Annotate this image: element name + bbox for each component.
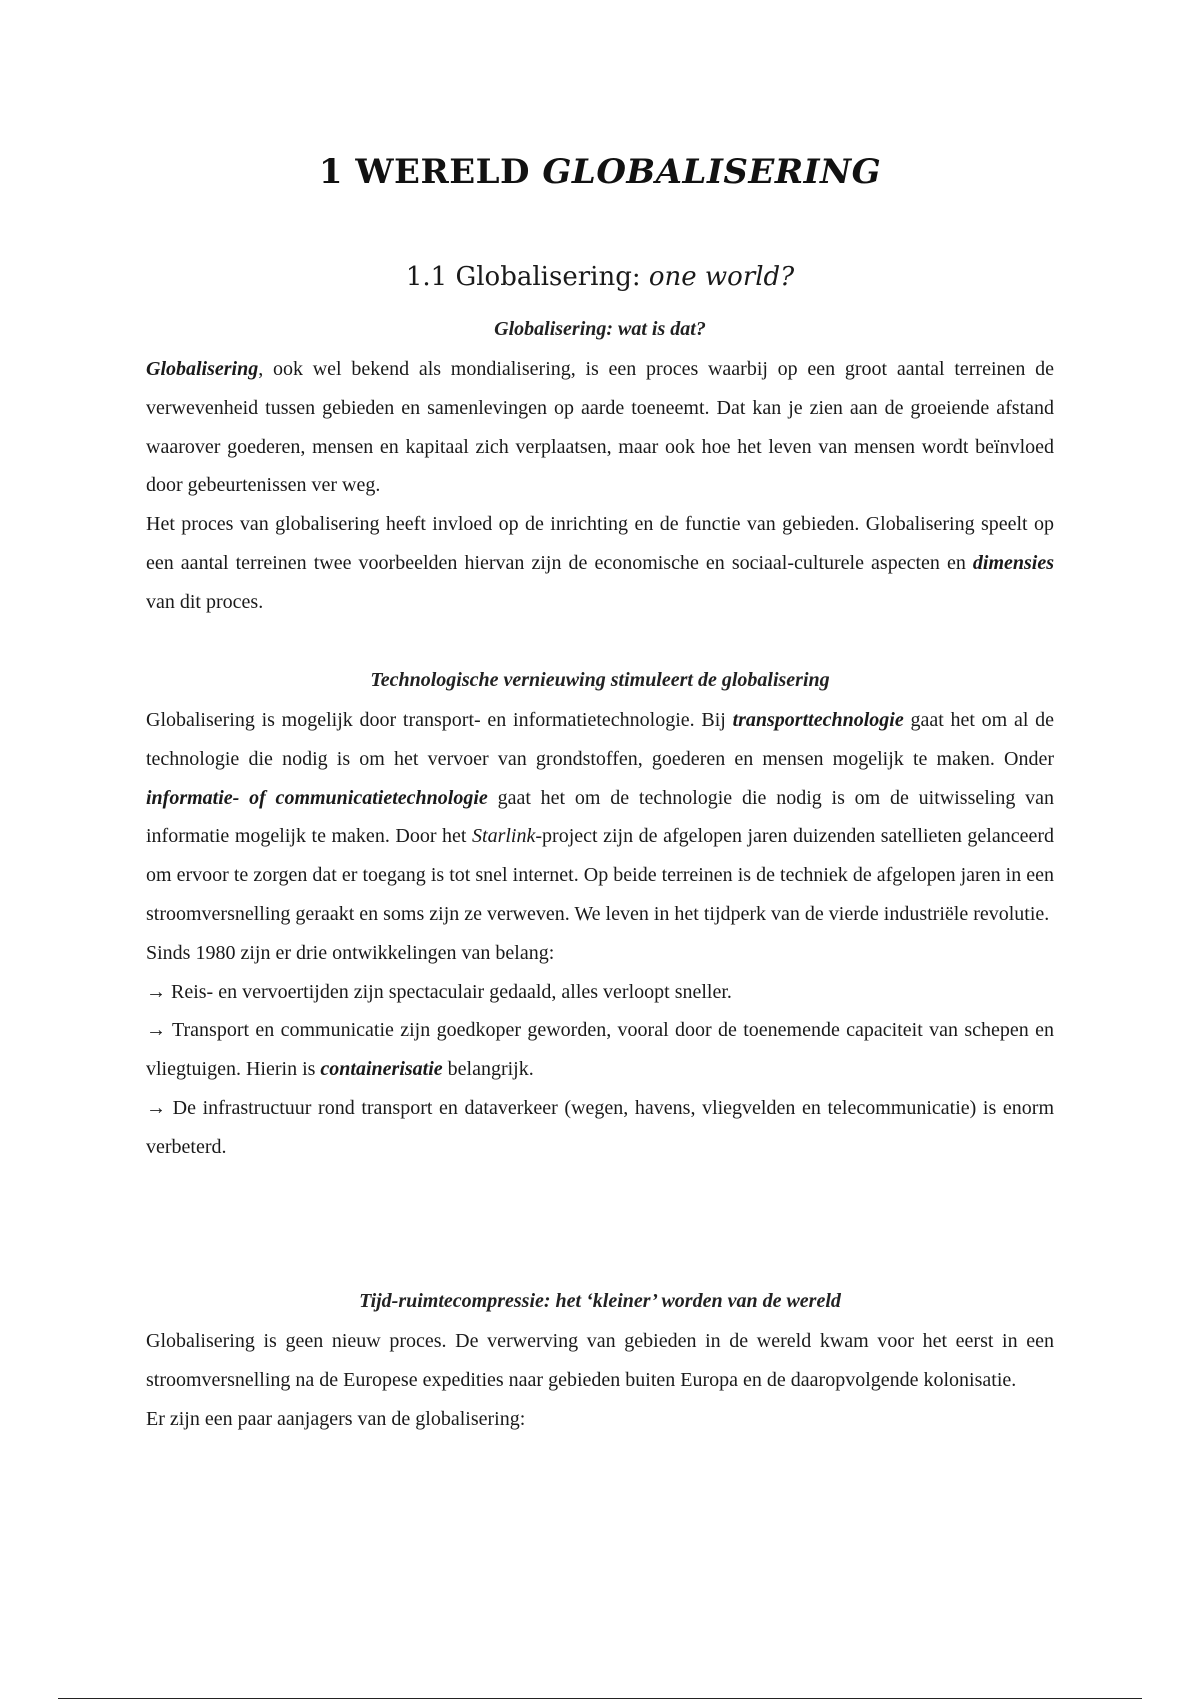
paragraph-process-end: van dit proces. <box>146 590 264 613</box>
footer-rule <box>58 1698 1142 1699</box>
arrow-icon: → <box>146 1096 166 1119</box>
paragraph-drivers-intro: Er zijn een paar aanjagers van de globalisering: <box>146 1407 526 1430</box>
section-title-italic: one world? <box>648 262 795 292</box>
text-fragment: gaat het om de technologie die nodig is om de uitwisseling van informatie mogelijk te maken. Door het <box>146 786 1054 848</box>
subsection-heading-compression: Tijd-ruimtecompressie: het ‘kleiner’ worden van de wereld <box>359 1290 841 1312</box>
text-fragment: -project zijn de afgelopen jaren duizenden satellieten gelanceerd om ervoor te zorgen dat er toegang is tot snel internet. Op beide terreinen is de techniek de afgelopen jaren in een stroomversnelling geraakt en soms zijn ze verweven. We leven in het tijdperk van de vierde industriële revolutie. <box>146 825 1054 925</box>
term-informatietechnologie: informatie- of communicatietechnologie <box>146 786 488 809</box>
paragraph-definition-text: , ook wel bekend als mondialisering, is een proces waarbij op een groot aantal terreinen de verwevenheid tussen gebieden en samenlevingen op aarde toeneemt. Dat kan je zien aan de groeiende afstand waarover goederen, mensen en kapitaal zich verplaatsen, maar ook hoe het leven van mensen wordt beïnvloed door gebeurtenissen ver weg. <box>146 358 1054 497</box>
arrow-icon: → <box>146 980 166 1003</box>
paragraph-history: Globalisering is geen nieuw proces. De verwerving van gebieden in de wereld kwam voor het eerst in een stroomversnelling na de Europese expedities naar gebieden buiten Europa en de daaropvolgende kolonisatie. <box>146 1330 1054 1391</box>
paragraph-technology <box>146 701 1054 934</box>
chapter-title-italic: GLOBALISERING <box>542 152 882 192</box>
section-title-plain: 1.1 Globalisering: <box>405 262 641 292</box>
subsection-body-technology <box>146 701 1054 1167</box>
list-item-text: Transport en communicatie zijn goedkoper geworden, vooral door de toenemende capaciteit van schepen en vliegtuigen. Hierin is <box>146 1019 1054 1081</box>
subsection-heading-what-is: Globalisering: wat is dat? <box>494 318 706 340</box>
term-containerisatie: containerisatie <box>320 1058 443 1081</box>
term-dimensies: dimensies <box>972 551 1055 574</box>
paragraph-process <box>146 505 1054 621</box>
chapter-title-plain: 1 WERELD <box>318 152 531 192</box>
paragraph-process-text: Het proces van globalisering heeft invloed op de inrichting en de functie van gebieden. Globalisering speelt op een aantal terreinen twee voorbeelden hiervan zijn de economische en sociaal-culturele aspecten en <box>146 513 1054 574</box>
paragraph-developments-intro: Sinds 1980 zijn er drie ontwikkelingen van belang: <box>146 941 555 964</box>
section-title <box>0 262 1200 292</box>
text-fragment: Globalisering is mogelijk door transport- en informatietechnologie. Bij <box>146 709 733 731</box>
list-item-text: De infrastructuur rond transport en dataverkeer (wegen, havens, vliegvelden en telecommunicatie) is enorm verbeterd. <box>146 1096 1054 1158</box>
subsection-heading-technology: Technologische vernieuwing stimuleert de globalisering <box>370 669 830 691</box>
term-globalisering: Globalisering <box>146 358 259 380</box>
text-fragment: gaat het om al de technologie die nodig is om het vervoer van grondstoffen, goederen en mensen mogelijk te maken. Onder <box>146 709 1054 770</box>
list-item-text: belangrijk. <box>442 1058 534 1081</box>
arrow-icon: → <box>146 1019 166 1042</box>
subsection-body-compression <box>146 1322 1054 1438</box>
list-item <box>146 973 1054 1012</box>
term-starlink: Starlink <box>472 825 536 848</box>
list-item <box>146 1089 1054 1167</box>
term-transporttechnologie: transporttechnologie <box>732 709 904 731</box>
paragraph-definition <box>146 350 1054 505</box>
list-item-text: Reis- en vervoertijden zijn spectaculair gedaald, alles verloopt sneller. <box>166 980 732 1003</box>
chapter-title <box>0 152 1200 192</box>
list-item <box>146 1011 1054 1089</box>
subsection-body-what-is <box>146 350 1054 622</box>
